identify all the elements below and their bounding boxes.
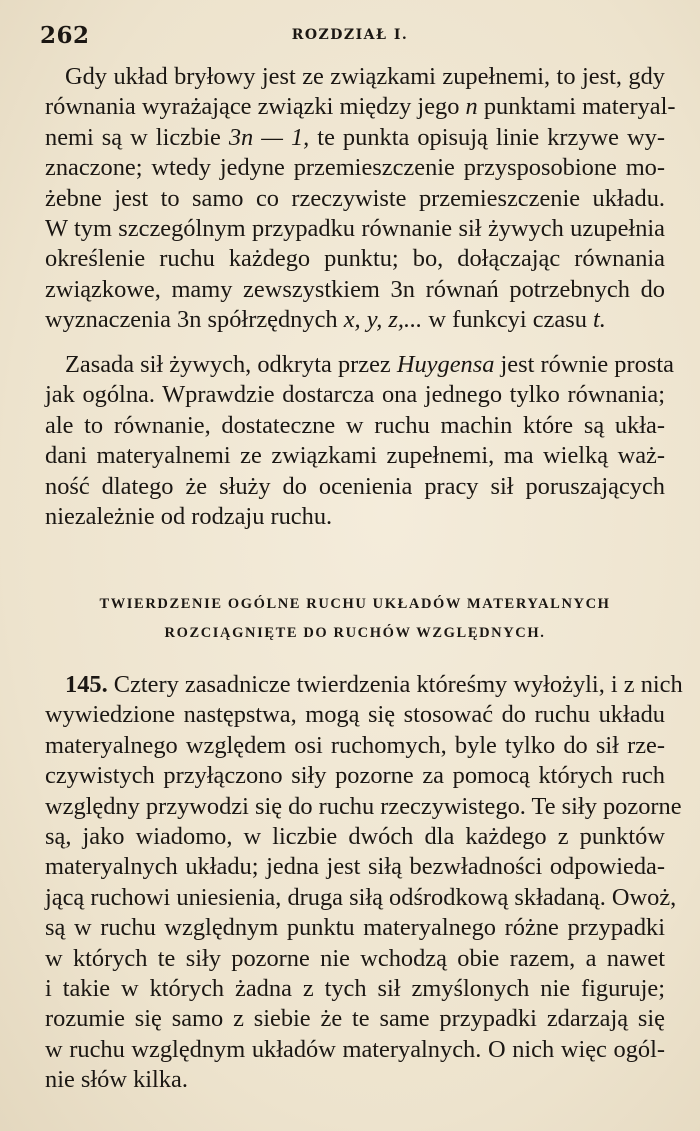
text-line: i takie w których żadna z tych sił zmyślonych nie figuruje;	[45, 975, 665, 1003]
section-heading-line: TWIERDZENIE OGÓLNE RUCHU UKŁADÓW MATERYALNYCH	[99, 596, 611, 612]
text-line: W tym szczególnym przypadku równanie sił żywych uzupełnia	[45, 215, 665, 243]
text-line: wyznaczenia 3n spółrzędnych x, y, z,... w funkcyi czasu t.	[45, 306, 606, 334]
text-line: są, jako wiadomo, w liczbie dwóch dla każdego z punktów	[45, 823, 665, 851]
text-line: rozumie się samo z siebie że te same przypadki zdarzają się	[45, 1005, 665, 1033]
text-line: są w ruchu względnym punktu materyalnego różne przypadki	[45, 914, 665, 942]
text-line: w ruchu względnym układów materyalnych. O nich więc ogól-	[45, 1035, 665, 1063]
text-line: znaczone; wtedy jedyne przemieszczenie przysposobione mo-	[45, 154, 665, 182]
text-line: materyalnego względem osi ruchomych, byle tylko do sił rze-	[45, 731, 665, 759]
paragraph-uklad-brylowy	[45, 62, 676, 336]
text-line: nie słów kilka.	[45, 1066, 188, 1094]
text-line: jącą ruchowi uniesienia, druga siłą odśrodkową składaną. Owoż,	[45, 883, 677, 911]
section-heading-line: ROZCIĄGNIĘTE DO RUCHÓW WZGLĘDNYCH.	[164, 625, 546, 641]
text-line: nemi są w liczbie 3n — 1, te punkta opisują linie krzywe wy-	[45, 123, 665, 151]
section-heading	[45, 590, 665, 648]
text-line: równania wyrażające związki między jego n punktami materyal-	[45, 93, 676, 121]
text-line: względny przywodzi się do ruchu rzeczywistego. Te siły pozorne	[45, 792, 682, 820]
text-line: określenie ruchu każdego punktu; bo, dołączając równania	[45, 245, 665, 273]
text-line: ność dlatego że służy do ocenienia pracy sił poruszających	[45, 472, 665, 500]
text-line: dani materyalnemi ze związkami zupełnemi, ma wielką waż-	[45, 442, 665, 470]
running-head	[40, 22, 660, 48]
text-line: związkowe, mamy zewszystkiem 3n równań potrzebnych do	[45, 275, 665, 303]
text-line: w których te siły pozorne nie wchodzą obie razem, a nawet	[45, 944, 665, 972]
page-number: 262	[40, 22, 90, 49]
text-line: Gdy układ bryłowy jest ze związkami zupełnemi, to jest, gdy	[65, 63, 665, 90]
paragraph-145	[45, 670, 683, 1096]
text-line: materyalnych układu; jedna jest siłą bezwładności odpowieda-	[45, 853, 665, 881]
paragraph-zasada-sil-zywych	[45, 350, 674, 532]
text-line: ale to równanie, dostateczne w ruchu machin które są ukła-	[45, 411, 665, 439]
text-line: 145. Cztery zasadnicze twierdzenia któreśmy wyłożyli, i z nich	[65, 671, 683, 698]
section-number: 145.	[65, 671, 108, 698]
text-line: żebne jest to samo co rzeczywiste przemieszczenie układu.	[45, 184, 665, 212]
text-line: czywistych przyłączono siły pozorne za pomocą których ruch	[45, 762, 665, 790]
text-line: jak ogólna. Wprawdzie dostarcza ona jednego tylko równania;	[45, 381, 665, 409]
text-line: niezależnie od rodzaju ruchu.	[45, 503, 333, 531]
running-title: ROZDZIAŁ I.	[291, 27, 409, 43]
text-line: Zasada sił żywych, odkryta przez Huygensa jest równie prosta	[65, 351, 674, 378]
text-line: wywiedzione następstwa, mogą się stosować do ruchu układu	[45, 701, 665, 729]
